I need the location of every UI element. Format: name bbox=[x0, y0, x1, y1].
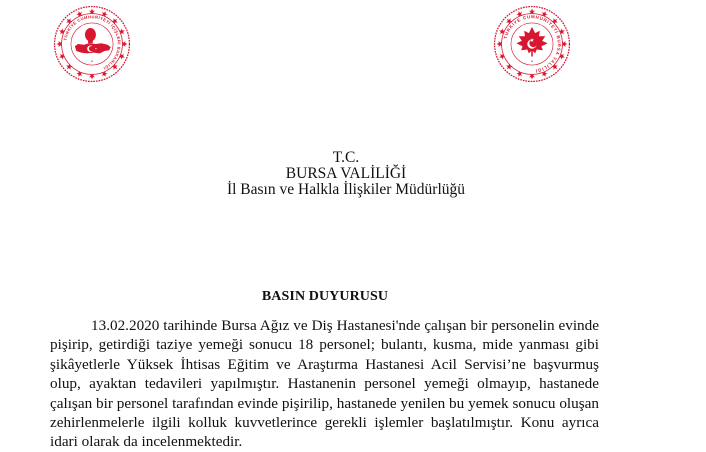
header-governorship: BURSA VALİLİĞİ bbox=[285, 165, 407, 182]
svg-text:TÜRKİYE CUMHURİYETİ İÇİŞLERİ B: TÜRKİYE CUMHURİYETİ İÇİŞLERİ BAKANLIĞI bbox=[62, 14, 122, 71]
svg-text:TÜRKİYE CUMHURİYETİ BURSA VALİ: TÜRKİYE CUMHURİYETİ BURSA VALİLİĞİ bbox=[502, 14, 562, 74]
document-body: 13.02.2020 tarihinde Bursa Ağız ve Diş Hastanesi'nde çalışan bir personelin evinde pişirip, getirdiği taziye yemeği sonucu 18 personel; bulantı, kusma, mide yanması gibi şikâyetlerle Yüksek İhtisas Eğitim ve Araştırma Hastanesi Acil Servisi’ne başvurmuş olup, ayaktan tedavileri yapılmıştır. Hastanenin personel yemeği olmayıp, hastanede çalışan bir personel tarafından evinde pişirilip, hastanede yenilen bu yemek sonucu oluşan zehirlenmelerle ilgili kolluk kuvvetlerince gerekli işlemler başlatılmıştır. Konu ayrıca idari olarak da incelenmektedir. bbox=[50, 317, 599, 451]
document-title: BASIN DUYURUSU bbox=[261, 289, 389, 304]
header-republic: T.C. bbox=[332, 149, 360, 166]
bursa-governorship-seal-icon bbox=[493, 5, 571, 83]
header-directorate: İl Basın ve Halkla İlişkiler Müdürlüğü bbox=[226, 181, 466, 198]
ministry-of-interior-seal-icon bbox=[53, 5, 131, 83]
letterhead bbox=[0, 150, 706, 198]
